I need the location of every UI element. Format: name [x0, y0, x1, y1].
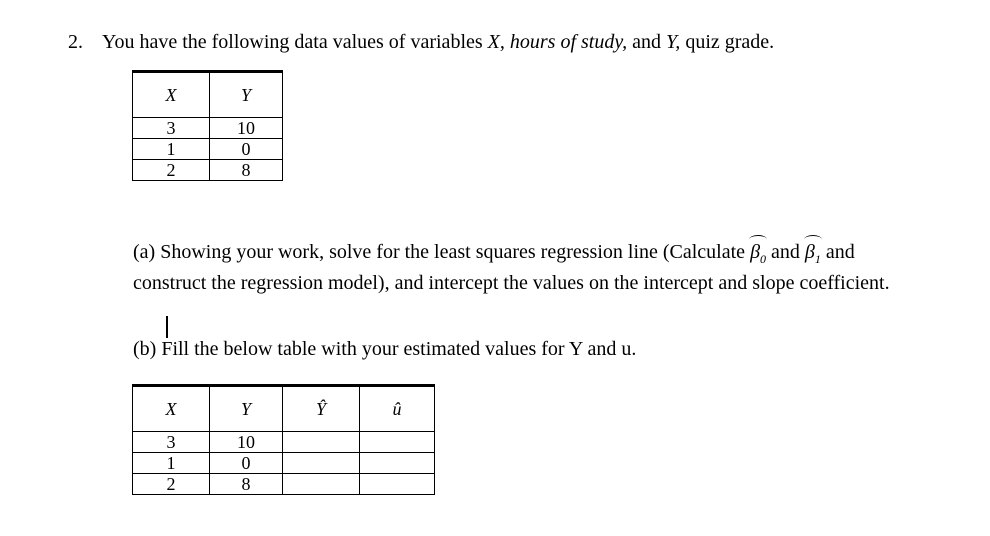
table1-cell: 1: [133, 139, 210, 160]
table2-cell: 0: [210, 453, 283, 474]
question-number: 2.: [68, 31, 83, 53]
var-y: Y,: [666, 31, 681, 53]
table2-blank-cell[interactable]: [360, 453, 435, 474]
data-table-1: [132, 70, 283, 181]
table2-cell: 3: [133, 432, 210, 453]
text-cursor[interactable]: [166, 316, 168, 338]
beta1-subscript: 1: [814, 252, 821, 266]
question-text-mid: and: [627, 31, 667, 53]
table2-cell: 10: [210, 432, 283, 453]
var-x: X,: [487, 31, 505, 53]
table1-cell: 3: [133, 118, 210, 139]
part-a-end: and construct the regression model), and intercept the values on the intercept and slope coefficient.: [133, 241, 890, 294]
table2-header-uhat: û: [360, 386, 435, 432]
table2-cell: 8: [210, 474, 283, 495]
beta0-hat: [750, 240, 766, 271]
table2-cell: 1: [133, 453, 210, 474]
question-text: [102, 31, 774, 54]
table2-cell: 2: [133, 474, 210, 495]
table1-cell: 8: [210, 160, 283, 181]
table2-blank-cell[interactable]: [283, 453, 360, 474]
table1-cell: 2: [133, 160, 210, 181]
part-a-start: (a) Showing your work, solve for the least squares regression line (Calculate: [133, 241, 751, 263]
table1-header-y: Y: [210, 72, 283, 118]
table2-header-yhat: Ŷ: [283, 386, 360, 432]
beta0-subscript: 0: [760, 252, 767, 266]
beta0-symbol: β: [750, 241, 761, 263]
data-table-2: [132, 384, 435, 495]
part-a-and: and: [766, 241, 805, 263]
var-x-desc: hours of study,: [509, 31, 628, 53]
table2-blank-cell[interactable]: [360, 432, 435, 453]
question-text-before: You have the following data values of variables: [102, 31, 488, 53]
beta1-symbol: β: [804, 241, 815, 263]
table1-cell: 10: [210, 118, 283, 139]
part-a-text: [133, 240, 893, 295]
part-b-text: (b) Fill the below table with your estimated values for Y and u.: [133, 338, 637, 360]
table2-header-x: X: [133, 386, 210, 432]
table1-header-x: X: [133, 72, 210, 118]
table2-header-y: Y: [210, 386, 283, 432]
table2-blank-cell[interactable]: [283, 432, 360, 453]
beta1-hat: [805, 240, 821, 271]
question-text-after: quiz grade.: [680, 31, 775, 53]
table2-blank-cell[interactable]: [360, 474, 435, 495]
table2-blank-cell[interactable]: [283, 474, 360, 495]
table1-cell: 0: [210, 139, 283, 160]
